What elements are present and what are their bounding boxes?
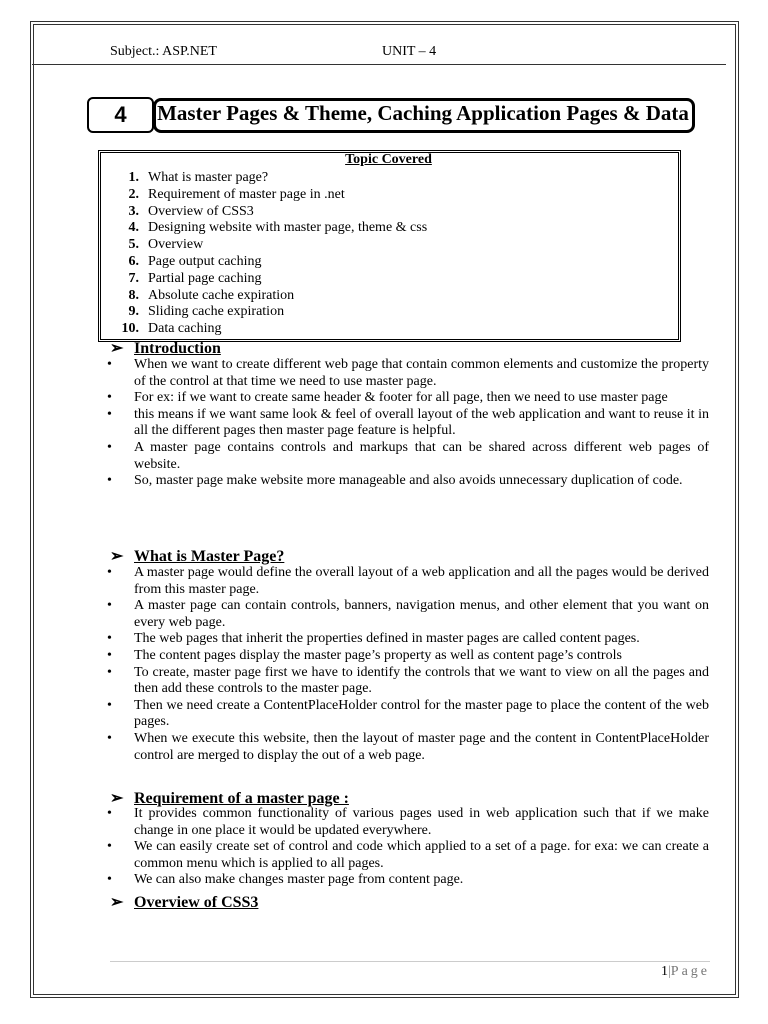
- introduction-list: [107, 357, 709, 490]
- list-item: • A master page would define the overall layout of a web application and all the pages would be derived from this master page.: [107, 565, 709, 598]
- footer-divider: [110, 961, 710, 962]
- page-footer: [600, 964, 710, 980]
- list-item: • Then we need create a ContentPlaceHolder control for the master page to place the content of the web pages.: [107, 698, 709, 731]
- list-item: • To create, master page first we have to identify the controls that we want to view on all the pages and then add these controls to the master page.: [107, 665, 709, 698]
- topics-list: [113, 170, 427, 338]
- section-heading-introduction: ➢ Introduction: [110, 340, 221, 357]
- topic-item: 9. Sliding cache expiration: [128, 304, 285, 320]
- topic-item: 1. What is master page?: [128, 170, 269, 185]
- list-item: • It provides common functionality of various pages used in web application such that if we make change in one place it would be updated everywhere.: [107, 806, 709, 839]
- header-divider: [32, 64, 726, 65]
- topic-item: 4. Designing website with master page, theme & css: [128, 220, 428, 236]
- arrow-bullet-icon: ➢: [110, 340, 124, 357]
- list-item: • When we execute this website, then the layout of master page and the content in ContentPlaceHolder control are merged to display the out of a web page.: [107, 731, 709, 764]
- subject-label: Subject.: ASP.NET: [110, 44, 217, 59]
- section-heading-what-is-master-page: ➢ What is Master Page?: [110, 548, 285, 565]
- requirement-list: [107, 806, 709, 889]
- page-label: Page: [670, 964, 710, 979]
- list-item: • So, master page make website more manageable and also avoids unnecessary duplication of code.: [107, 473, 709, 490]
- list-item: • For ex: if we want to create same header & footer for all page, then we need to use master page: [107, 390, 709, 407]
- master-page-list: [107, 565, 709, 764]
- footer-separator: |: [667, 964, 671, 979]
- list-item: • this means if we want same look & feel of overall layout of the web application and want to reuse it in all the different pages then master page feature is helpful.: [107, 407, 709, 440]
- list-item: • We can easily create set of control and code which applied to a set of a page. for exa: we can create a common menu which is applied to all pages.: [107, 839, 709, 872]
- section-heading-overview-css3: ➢ Overview of CSS3: [110, 894, 259, 911]
- list-item: • When we want to create different web page that contain common elements and customize the property of the control at that time we need to use master page.: [107, 357, 709, 390]
- chapter-title: Master Pages & Theme, Caching Application Pages & Data: [157, 101, 689, 125]
- topic-item: 8. Absolute cache expiration: [128, 287, 295, 303]
- list-item: • The web pages that inherit the properties defined in master pages are called content pages.: [107, 631, 709, 648]
- section-heading-requirement: ➢ Requirement of a master page :: [110, 790, 349, 807]
- topic-item: 2. Requirement of master page in .net: [128, 186, 345, 202]
- list-item: • We can also make changes master page from content page.: [107, 872, 709, 889]
- chapter-number: 4: [87, 97, 154, 133]
- topic-item: 7. Partial page caching: [128, 270, 262, 286]
- topic-item: 6. Page output caching: [128, 253, 262, 269]
- unit-label: UNIT – 4: [382, 44, 437, 59]
- list-item: • A master page contains controls and markups that can be shared across different web pages of website.: [107, 440, 709, 473]
- topic-item: 5. Overview: [128, 237, 204, 253]
- arrow-bullet-icon: ➢: [110, 790, 124, 807]
- arrow-bullet-icon: ➢: [110, 894, 124, 911]
- topics-heading: Topic Covered: [345, 152, 432, 167]
- topic-item: 3. Overview of CSS3: [128, 203, 254, 219]
- page-number: 1: [660, 964, 668, 979]
- list-item: • A master page can contain controls, banners, navigation menus, and other element that you want on every web page.: [107, 598, 709, 631]
- topic-item: 10. Data caching: [121, 321, 222, 337]
- list-item: • The content pages display the master page’s property as well as content page’s controls: [107, 648, 709, 665]
- arrow-bullet-icon: ➢: [110, 548, 124, 565]
